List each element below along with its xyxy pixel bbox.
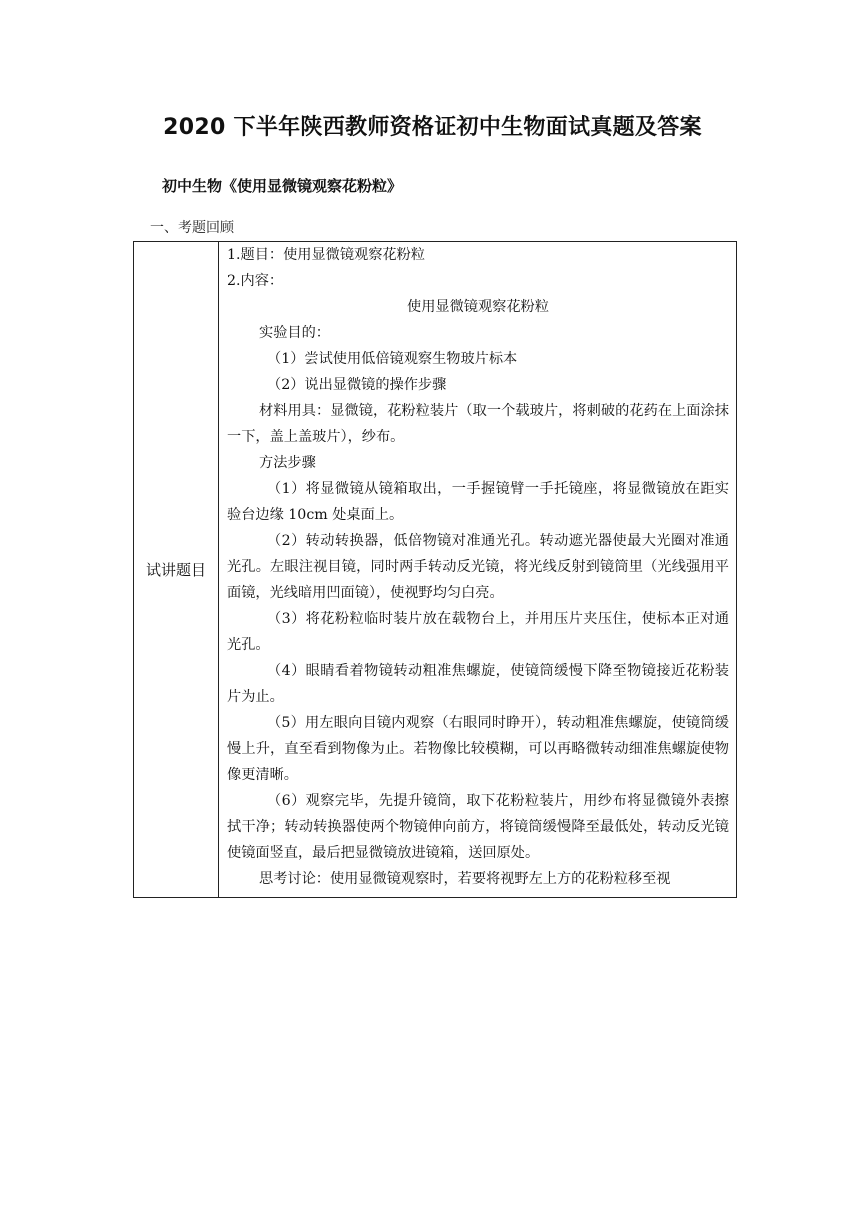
method-heading: 方法步骤 — [259, 455, 316, 471]
topic-line: 1.题目：使用显微镜观察花粉粒 — [227, 247, 425, 263]
objective-heading: 实验目的： — [259, 325, 330, 341]
exam-table — [133, 241, 737, 898]
table-row — [134, 242, 737, 898]
content-cell — [219, 242, 737, 898]
row-label: 试讲题目 — [145, 561, 206, 579]
objective-item: （2）说出显微镜的操作步骤 — [267, 377, 447, 393]
section-heading: 一、考题回顾 — [150, 220, 234, 236]
step-item: （2）转动转换器，低倍物镜对准通光孔。转动遮光器使最大光圈对准通光孔。左眼注视目镜，同时两手转动反光镜，将光线反射到镜筒里（光线强用平面镜，光线暗用凹面镜），使视野均匀白亮。 — [227, 533, 729, 601]
lesson-subtitle: 初中生物《使用显微镜观察花粉粒》 — [162, 177, 403, 195]
document-title: 2020 下半年陕西教师资格证初中生物面试真题及答案 — [163, 115, 702, 140]
step-item: （4）眼睛看着物镜转动粗准焦螺旋，使镜筒缓慢下降至物镜接近花粉装片为止。 — [227, 663, 729, 705]
content-body — [227, 242, 729, 897]
row-label-cell — [134, 242, 219, 898]
step-item: （6）观察完毕，先提升镜筒，取下花粉粒装片，用纱布将显微镜外表擦拭干净；转动转换器使两个物镜伸向前方，将镜筒缓慢降至最低处，转动反光镜使镜面竖直，最后把显微镜放进镜箱，送回原处。 — [227, 793, 729, 861]
step-item: （3）将花粉粒临时装片放在载物台上，并用压片夹压住，使标本正对通光孔。 — [227, 611, 729, 653]
materials-text: 材料用具：显微镜，花粉粒装片（取一个载玻片，将刺破的花药在上面涂抹一下，盖上盖玻片），纱布。 — [227, 403, 729, 445]
step-item: （1）将显微镜从镜箱取出，一手握镜臂一手托镜座，将显微镜放在距实验台边缘 10cm 处桌面上。 — [227, 481, 729, 523]
step-item: （5）用左眼向目镜内观察（右眼同时睁开），转动粗准焦螺旋，使镜筒缓慢上升，直至看到物像为止。若物像比较模糊，可以再略微转动细准焦螺旋使物像更清晰。 — [227, 715, 729, 783]
lesson-title: 使用显微镜观察花粉粒 — [407, 299, 549, 315]
discussion-text: 思考讨论：使用显微镜观察时，若要将视野左上方的花粉粒移至视 — [259, 871, 671, 887]
objective-item: （1）尝试使用低倍镜观察生物玻片标本 — [267, 351, 518, 367]
content-line: 2.内容： — [227, 273, 284, 289]
